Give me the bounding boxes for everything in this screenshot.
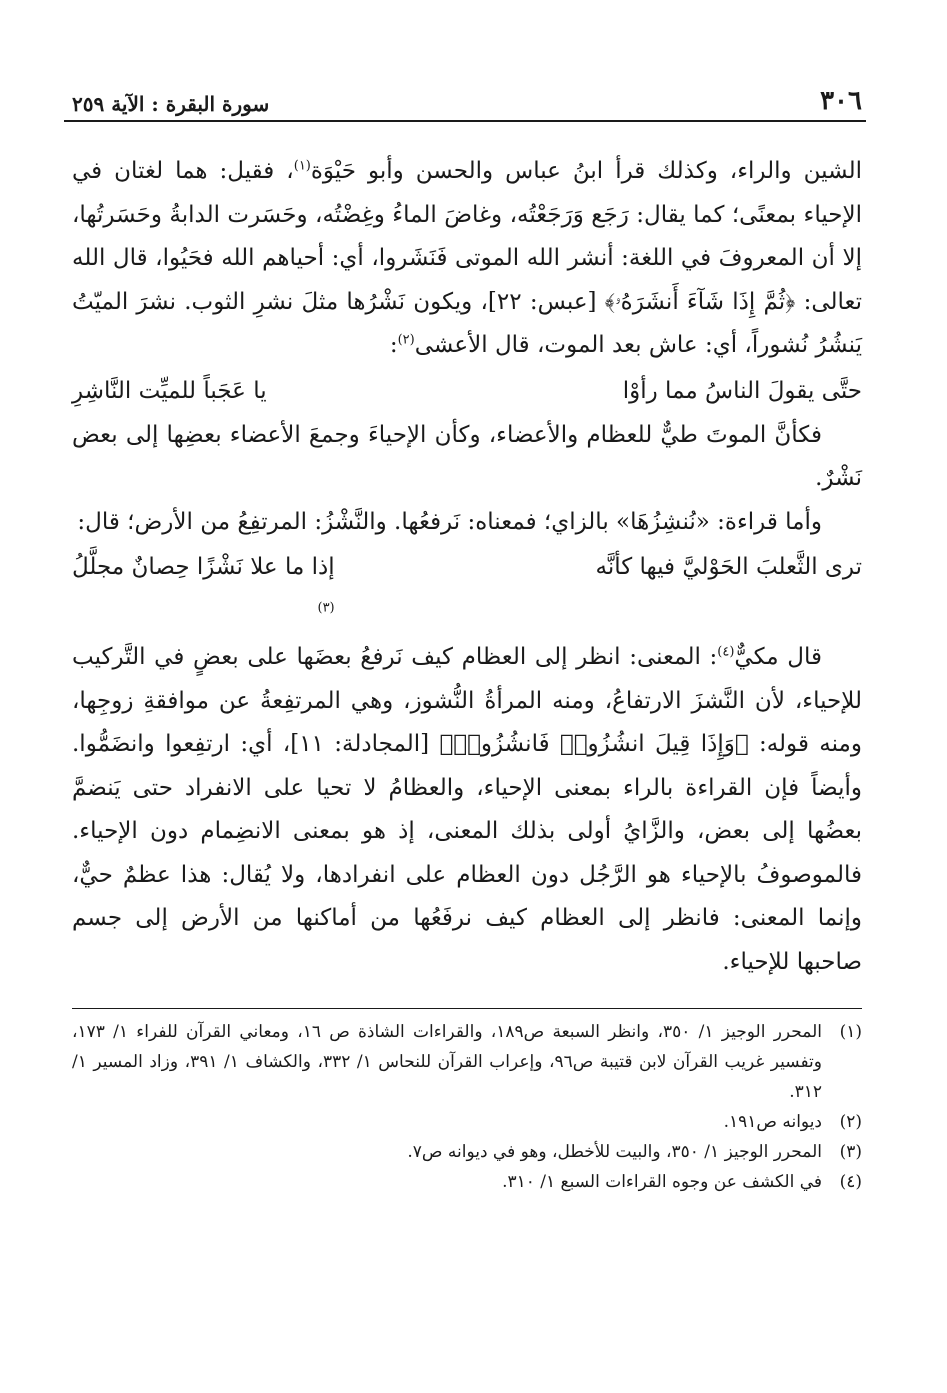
paragraph-3: وأما قراءة: «نُنشِزُهَا» بالزاي؛ فمعناه: نَرفعُها. والنَّشْزُ: المرتفِعُ من الأرض؛ قال: (77, 508, 822, 535)
footnote-ref-2: (٢) (397, 332, 415, 348)
running-title: سورة البقرة : الآية ٢٥٩ (72, 92, 270, 116)
footnote-ref-1: (١) (293, 158, 311, 174)
verse-1-right-hemistich: يا عَجَباً للميِّت النَّاشِرِ (72, 377, 267, 404)
book-page (72, 70, 862, 1197)
header-rule (64, 120, 866, 122)
page-header (72, 70, 862, 116)
verse-2 (72, 544, 862, 636)
footnote-4: (٤) في الكشف عن وجوه القراءات السبع ١/ ٣١٠. (502, 1172, 862, 1192)
footnotes (72, 1017, 862, 1197)
footnote-2: (٢) ديوانه ص١٩١. (723, 1112, 862, 1132)
verse-2-right-hemistich: إذا ما علا نَشْزًا حِصانٌ مجلَّلُ $^{(٣)}$ (72, 554, 335, 616)
page-number: ٣٠٦ (820, 86, 862, 116)
main-text (72, 150, 862, 984)
footnote-ref-3: (٣) (317, 600, 335, 616)
footnote-1: (١) المحرر الوجيز ١/ ٣٥٠، وانظر السبعة ص١٨٩، والقراءات الشاذة ص ١٦، ومعاني القرآن للفراء ١/ ١٧٣، وتفسير غريب القرآن لابن قتيبة ص٩٦، وإعراب القرآن للنحاس ١/ ٣٣٢، والكشاف ١/ ٣٩١، وزاد المسير ١/ ٣١٢. (72, 1022, 862, 1102)
paragraph-4: قال مكيٌّ$^{(٤)}$: المعنى: انظر إلى العظام كيف نَرفعُ بعضَها على بعضٍ في التَّركيب للإحياء، لأن النَّشزَ الارتفاعُ، ومنه المرأةُ النُّشوز، وهي المرتفِعةُ عن موافقةِ زوجِها، ومنه قوله: ﴿وَإِذَا قِيلَ انشُزُوا۟ فَانشُزُوا۟﴾ [المجادلة: ١١]، أي: ارتفِعوا وانضَمُّوا. وأيضاً فإن القراءة بالراء بمعنى الإحياء، والعظامُ لا تحيا على الانفراد حتى يَنضمَّ بعضُها إلى بعض، والزَّايُ أولى بذلك المعنى، إذ هو بمعنى الانضِمام دون الإحياء. فالموصوفُ بالإحياء هو الرَّجُل دون العظام على انفرادها، ولا يُقال: هذا عظمٌ حيٌّ، وإنما المعنى: فانظر إلى العظام كيف نرفَعُها من أماكنها من الأرض إلى جسم صاحبها للإحياء. (72, 644, 862, 975)
verse-1-left-hemistich: حتَّى يقولَ الناسُ مما رأوْا (622, 377, 862, 404)
paragraph-2: فكأنَّ الموتَ طيٌّ للعظام والأعضاء، وكأن الإحياءَ وجمعَ الأعضاء بعضِها إلى بعض نَشْرٌ. (72, 421, 862, 491)
footnote-rule (72, 1008, 862, 1009)
footnote-3: (٣) المحرر الوجيز ١/ ٣٥٠، والبيت للأخطل، وهو في ديوانه ص٧. (407, 1142, 862, 1162)
verse-1 (72, 368, 862, 414)
footnote-ref-4: (٤) (717, 644, 735, 660)
paragraph-1: الشين والراء، وكذلك قرأ ابنُ عباس والحسن وأبو حَيْوَة$^{(١)}$، فقيل: هما لغتان في الإحياء بمعنًى؛ كما يقال: رَجَع وَرَجَعْتُه، وغاضَ الماءُ وغِضْتُه، وحَسَرت الدابةُ وحَسَرتُها، إلا أن المعروفَ في اللغة: أنشر الله الموتى فَنَشَروا، أي: أحياهم الله فحَيُوا، قال الله تعالى: ﴿ثُمَّ إِذَا شَآءَ أَنشَرَهُۥ﴾ [عبس: ٢٢]، ويكون نَشْرُها مثلَ نشرِ الثوب. نشرَ الميّتُ يَنشُرُ نُشوراً، أي: عاش بعد الموت، قال الأعشى$^{(٢)}$: (72, 158, 862, 358)
verse-2-left-hemistich: ترى الثَّعلبَ الحَوْليَّ فيها كأنَّه (595, 554, 862, 580)
